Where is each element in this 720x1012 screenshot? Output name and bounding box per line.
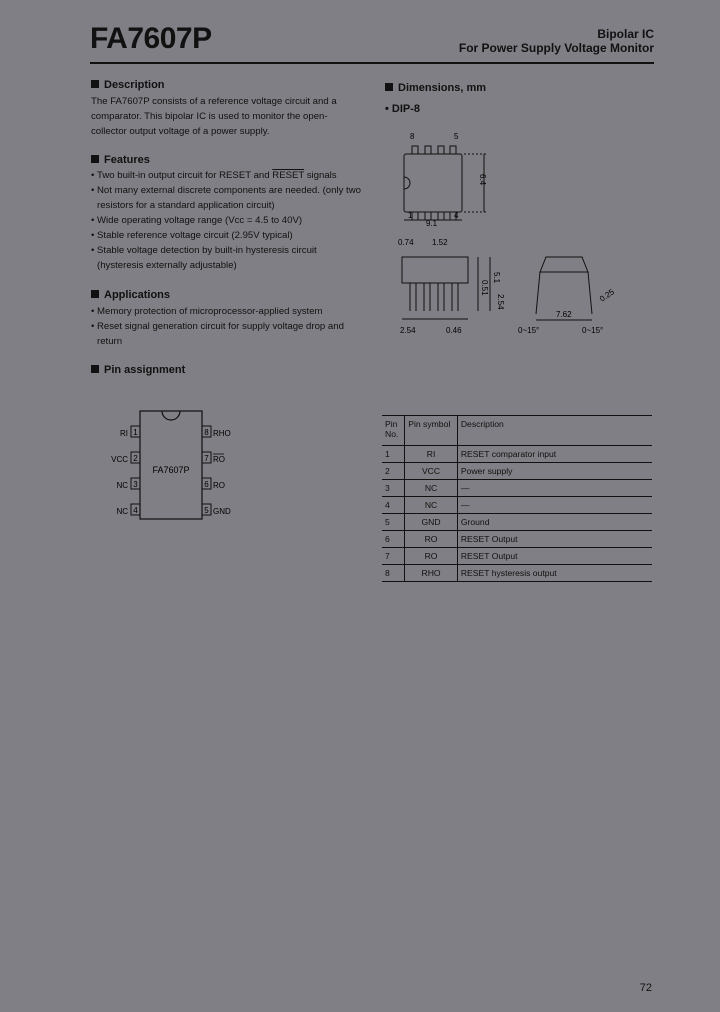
part-number-title: FA7607P (90, 22, 212, 55)
package-notch (404, 177, 410, 189)
list-item: • Reset signal generation circuit for supply voltage drop and return (91, 319, 363, 349)
pin-assignment-heading-text: Pin assignment (104, 364, 186, 376)
pin-name: RHO (213, 429, 231, 438)
left-pin (116, 504, 140, 516)
side-view (402, 257, 490, 319)
pin-no-cell: 5 (382, 514, 405, 531)
chip-notch (162, 411, 180, 420)
pin-no-cell: 8 (382, 565, 405, 582)
table-row (382, 497, 652, 514)
reset-signal-label: RESET (219, 170, 251, 181)
pin-name: RI (120, 429, 128, 438)
table-header-row (382, 416, 652, 446)
end-leads (536, 272, 592, 314)
bullet-icon: • (385, 103, 392, 115)
subtitle-label: For Power Supply Voltage Monitor (458, 41, 654, 55)
pin-name: NC (116, 481, 128, 490)
table-row (382, 565, 652, 582)
pin-no-cell: 3 (382, 480, 405, 497)
side-leads (410, 283, 458, 311)
height3-label: 2.54 (496, 294, 505, 310)
category-label: Bipolar IC (597, 27, 654, 41)
left-pin (120, 426, 140, 438)
pin-symbol-cell: NC (405, 497, 458, 514)
pin-no-cell: 1 (382, 446, 405, 463)
pin-symbol-cell: NC (405, 480, 458, 497)
right-pin (202, 504, 231, 516)
right-pin (202, 426, 231, 438)
list-item: • Memory protection of microprocessor-applied system (91, 304, 363, 319)
pin-description-table (382, 415, 652, 582)
pin-name: NC (116, 507, 128, 516)
row-spacing-label: 7.62 (556, 310, 572, 319)
pin1-label: 1 (408, 211, 413, 220)
body-width-label: 6.4 (478, 174, 487, 186)
top-leads-upper (412, 146, 456, 154)
square-bullet-icon (91, 80, 99, 88)
pin-no-cell: 4 (382, 497, 405, 514)
header-right (459, 27, 654, 55)
pin-description-cell: RESET comparator input (457, 446, 652, 463)
description-heading (91, 79, 165, 92)
lead-pitch-top-label: 1.52 (432, 238, 448, 247)
header-divider (90, 62, 654, 64)
thickness-label: 0.25 (597, 287, 616, 304)
pin-assignment-heading (91, 364, 185, 377)
table-row (382, 446, 652, 463)
list-item: • Stable reference voltage circuit (2.95V typical) (91, 228, 363, 243)
package-body-top (404, 154, 462, 212)
list-item: • Wide operating voltage range (Vcc = 4.5 to 40V) (91, 213, 363, 228)
pin-description-cell: RESET hysteresis output (457, 565, 652, 582)
pin-name: RO (213, 455, 225, 464)
feature-text: and (250, 170, 273, 181)
pin-description-cell: Ground (457, 514, 652, 531)
pin-description-cell: RESET Output (457, 531, 652, 548)
dip8-dimensions-drawing (380, 122, 660, 347)
column-header: Pin symbol (405, 416, 458, 446)
table-row (382, 514, 652, 531)
list-item (91, 168, 363, 183)
pin-number: 6 (204, 480, 209, 489)
pin-name: VCC (111, 455, 128, 464)
pin-name: GND (213, 507, 231, 516)
column-header: Description (457, 416, 652, 446)
pin-description-cell: — (457, 497, 652, 514)
description-line: The FA7607P consists of a reference voltage circuit and a (91, 96, 337, 107)
pin-symbol-cell: RO (405, 531, 458, 548)
pin-symbol-cell: RI (405, 446, 458, 463)
top-view (404, 146, 488, 220)
angle2-label: 0~15° (582, 326, 604, 335)
reset-bar-signal-label: RESET (272, 170, 305, 181)
pin4-label: 4 (454, 211, 459, 220)
lead-thickness-label: 0.46 (446, 326, 462, 335)
list-item: • Not many external discrete components are needed. (only two resistors for a standard application circuit) (91, 183, 363, 213)
square-bullet-icon (385, 83, 393, 91)
description-body (91, 94, 371, 139)
pin-no-cell: 2 (382, 463, 405, 480)
features-heading (91, 154, 150, 167)
table-row (382, 548, 652, 565)
table-row (382, 531, 652, 548)
package-body-side (402, 257, 468, 283)
table-row (382, 480, 652, 497)
chip-label: FA7607P (152, 465, 190, 475)
height2-label: 0.51 (480, 280, 489, 296)
body-length-label: 9.1 (426, 219, 438, 228)
left-pin (111, 452, 140, 464)
table-row (382, 463, 652, 480)
package-label (385, 103, 420, 116)
description-heading-text: Description (104, 79, 165, 91)
applications-list (91, 304, 363, 349)
pin-description-cell: Power supply (457, 463, 652, 480)
pitch-label: 2.54 (400, 326, 416, 335)
column-header: Pin No. (382, 416, 405, 446)
pin-number: 5 (204, 506, 209, 515)
right-pin (202, 452, 225, 464)
height1-label: 5.1 (492, 272, 501, 284)
pin-number: 8 (204, 428, 209, 437)
pin-assignment-diagram (100, 405, 240, 525)
square-bullet-icon (91, 365, 99, 373)
square-bullet-icon (91, 290, 99, 298)
square-bullet-icon (91, 155, 99, 163)
applications-heading (91, 289, 170, 302)
features-list (91, 168, 363, 273)
lead-width-label: 0.74 (398, 238, 414, 247)
right-pin (202, 478, 225, 490)
pin-no-cell: 6 (382, 531, 405, 548)
package-name: DIP-8 (391, 103, 421, 115)
pin-no-cell: 7 (382, 548, 405, 565)
page-number: 72 (639, 982, 652, 994)
description-line: collector output voltage of a power supply. (91, 126, 270, 137)
pin-description-cell: — (457, 480, 652, 497)
pin-number: 3 (133, 480, 138, 489)
list-item: • Stable voltage detection by built-in hysteresis circuit (hysteresis externally adjustable) (91, 243, 363, 273)
pin-symbol-cell: GND (405, 514, 458, 531)
feature-text: signals (304, 170, 337, 181)
feature-text: Two built-in output circuit for (97, 170, 220, 181)
pin-symbol-cell: RO (405, 548, 458, 565)
pin-symbol-cell: RHO (405, 565, 458, 582)
description-line: comparator. This bipolar IC is used to monitor the open- (91, 111, 328, 122)
left-pin (116, 478, 140, 490)
pin-number: 1 (133, 428, 138, 437)
dimensions-heading (385, 82, 486, 95)
pin5-label: 5 (454, 132, 459, 141)
pin-symbol-cell: VCC (405, 463, 458, 480)
dimensions-heading-text: Dimensions, mm (398, 82, 487, 94)
pin-number: 2 (133, 454, 138, 463)
pin-description-cell: RESET Output (457, 548, 652, 565)
angle1-label: 0~15° (518, 326, 540, 335)
pin8-label: 8 (410, 132, 415, 141)
features-heading-text: Features (104, 154, 150, 166)
applications-heading-text: Applications (104, 289, 171, 301)
pin-name: RO (213, 481, 225, 490)
package-body-end (540, 257, 588, 272)
pin-number: 4 (133, 506, 138, 515)
pin-number: 7 (204, 454, 209, 463)
